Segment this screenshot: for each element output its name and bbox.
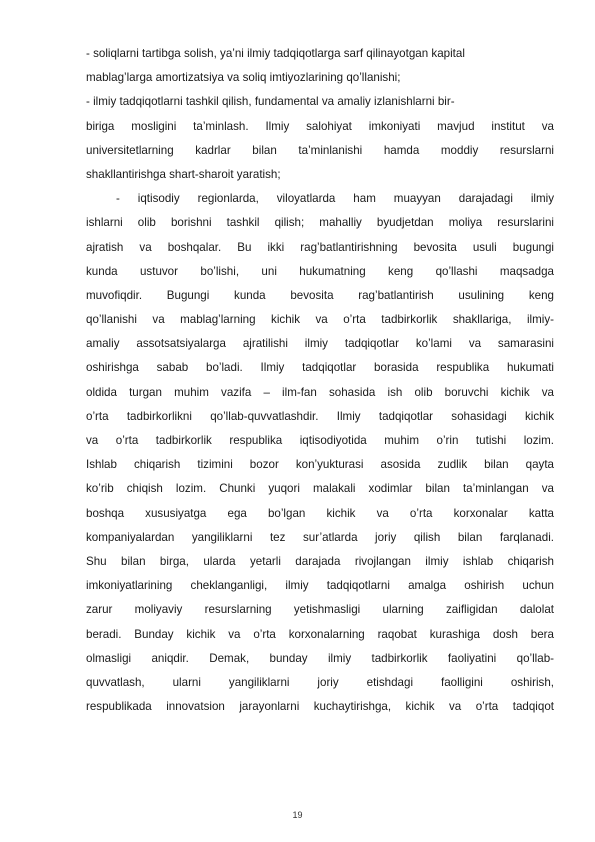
text-line: Shu bilan birga, ularda yetarli darajada rivojlangan ilmiy ishlab chiqarish [86, 554, 554, 568]
text-line: va o’rta tadbirkorlik respublika iqtisodiyotida muhim o’rin tutishi lozim. [86, 434, 554, 447]
text-line: mablag’larga amortizatsiya va soliq imtiyozlarining qo’llanishi; [86, 71, 401, 85]
text-line: Ishlab chiqarish tizimini bozor kon’yukturasi asosida zudlik bilan qayta [86, 458, 554, 472]
text-line: - soliqlarni tartibga solish, ya’ni ilmiy tadqiqotlarga sarf qilinayotgan kapital [86, 47, 465, 60]
text-line: - ilmiy tadqiqotlarni tashkil qilish, fundamental va amaliy izlanishlarni bir- [86, 95, 455, 109]
text-line: oldida turgan muhim vazifa – ilm-fan sohasida ish olib boruvchi kichik va [86, 385, 554, 399]
text-line: ajratish va boshqalar. Bu ikki rag’batlantirishning bevosita usuli bugungi [86, 240, 554, 254]
text-line: respublikada innovatsion jarayonlarni kuchaytirishga, kichik va o’rta tadqiqot [86, 700, 554, 714]
text-line: zarur moliyaviy resurslarning yetishmasligi ularning zaifligidan dalolat [86, 603, 554, 617]
text-line: olmasligi aniqdir. Demak, bunday ilmiy tadbirkorlik faoliyatini qo’llab- [86, 651, 554, 665]
text-line: o’rta tadbirkorlikni qo’llab-quvvatlashdir. Ilmiy tadqiqotlar sohasidagi kichik [86, 409, 554, 423]
text-line: imkoniyatlarining cheklanganligi, ilmiy tadqiqotlarni amalga oshirish uchun [86, 579, 554, 593]
text-line: beradi. Bunday kichik va o’rta korxonalarning raqobat kurashiga dosh bera [86, 627, 554, 641]
text-line: kunda ustuvor bo’lishi, uni hukumatning keng qo’llashi maqsadga [86, 264, 554, 278]
text-line: oshirishga sabab bo’ladi. Ilmiy tadqiqotlar borasida respublika hukumati [86, 361, 554, 375]
text-line: ishlarni olib borishni tashkil qilish; mahalliy byudjetdan moliya resurslarini [86, 216, 554, 230]
page-number: 19 [292, 810, 303, 820]
text-line: muvofiqdir. Bugungi kunda bevosita rag’batlantirish usulining keng [86, 288, 554, 302]
text-line: qo’llanishi va mablag’larning kichik va o’rta tadbirkorlik shakllariga, ilmiy- [86, 313, 554, 327]
text-line: - iqtisodiy regionlarda, viloyatlarda ham muayyan darajadagi ilmiy [116, 192, 554, 206]
text-line: quvvatlash, ularni yangiliklarni joriy etishdagi faolligini oshirish, [86, 675, 554, 689]
text-line: amaliy assotsatsiyalarga ajratilishi ilmiy tadqiqotlar ko’lami va samarasini [86, 337, 554, 351]
text-line: kompaniyalardan yangiliklarni tez sur’atlarda joriy qilish bilan farqlanadi. [86, 530, 554, 544]
text-line: shakllantirishga shart-sharoit yaratish; [86, 167, 281, 181]
text-line: boshqa xususiyatga ega bo’lgan kichik va o’rta korxonalar katta [86, 506, 554, 520]
body-text [86, 42, 554, 719]
text-line: ko’rib chiqish lozim. Chunki yuqori malakali xodimlar bilan ta’minlangan va [86, 482, 554, 496]
text-line: universitetlarning kadrlar bilan ta’minlanishi hamda moddiy resurslarni [86, 143, 554, 157]
text-line: biriga mosligini ta’minlash. Ilmiy salohiyat imkoniyati mavjud institut va [86, 119, 554, 133]
